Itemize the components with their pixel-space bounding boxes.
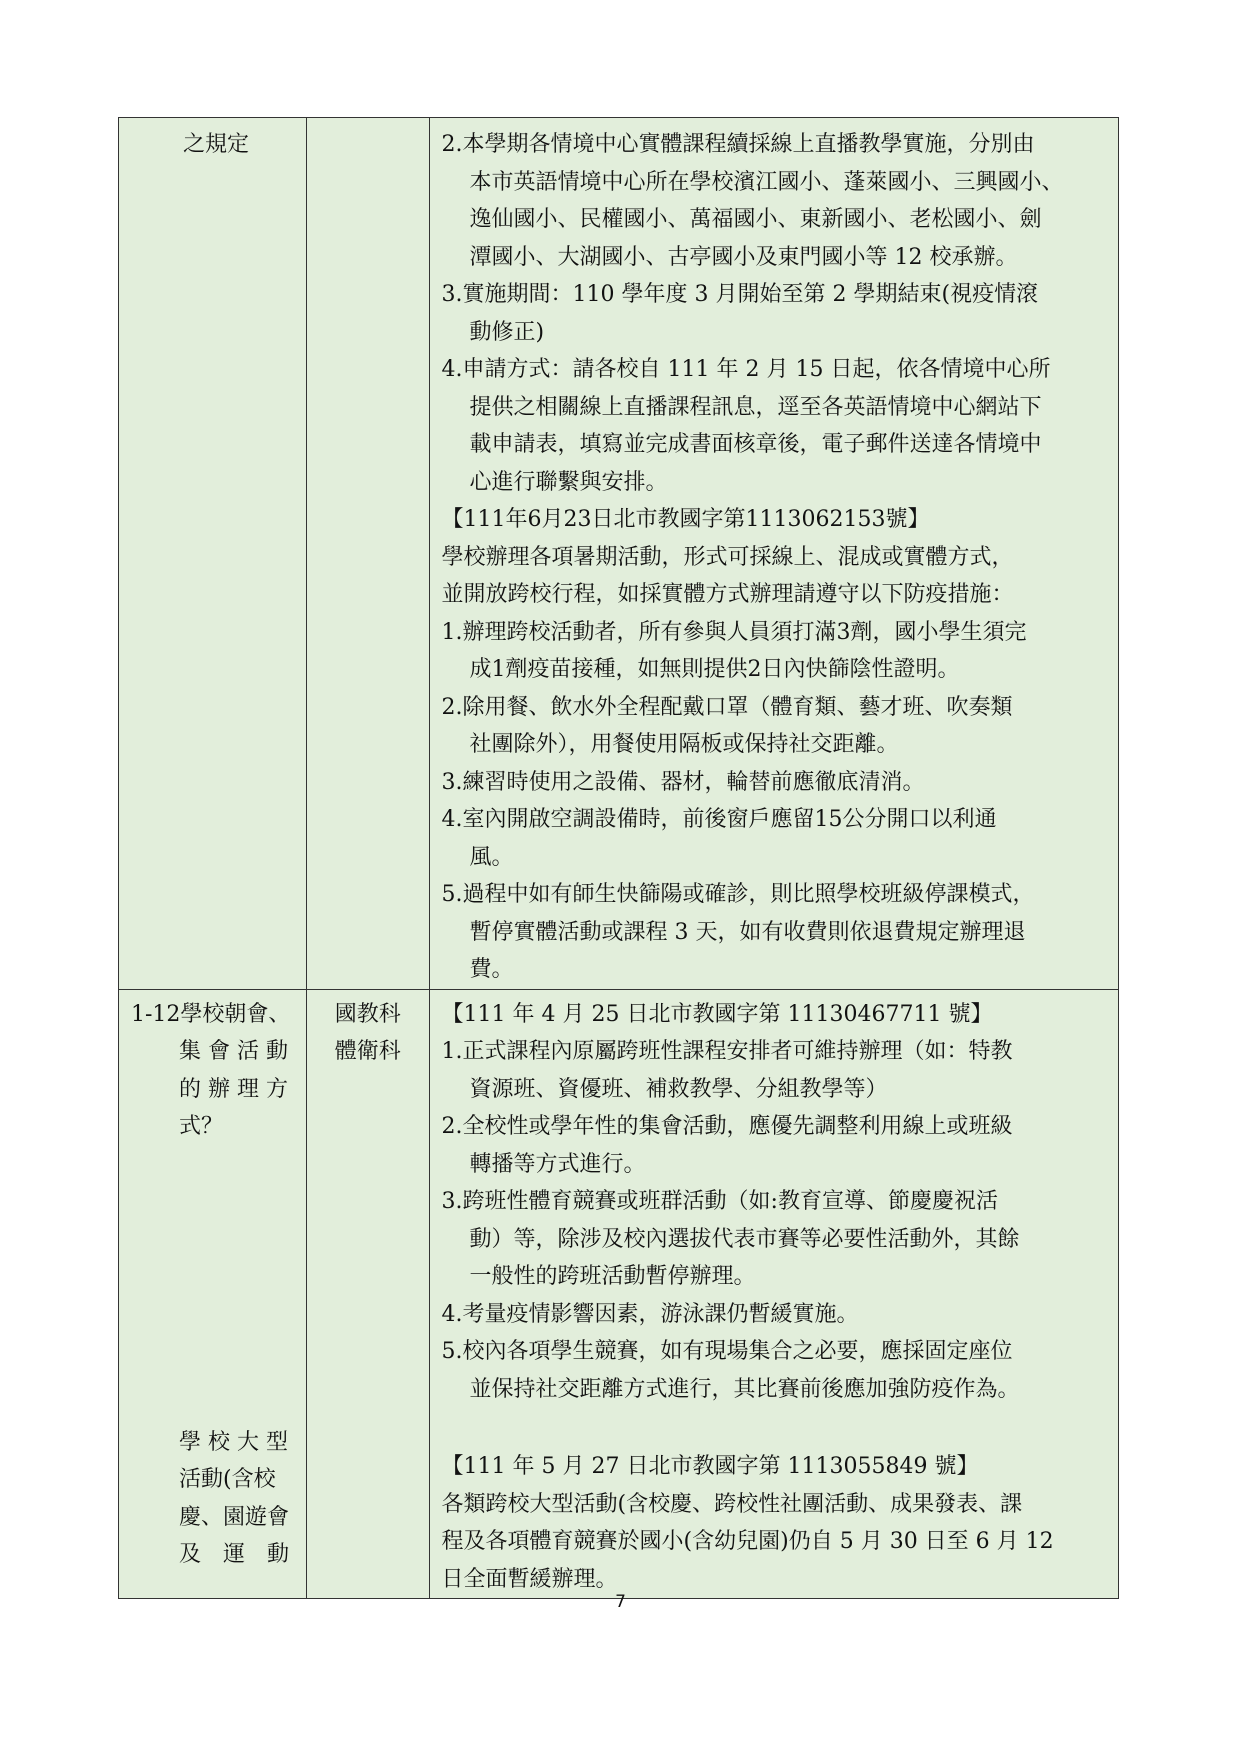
- content-line: 4.考量疫情影響因素，游泳課仍暫緩實施。: [441, 1301, 859, 1327]
- regulation-table: [118, 117, 1119, 1599]
- topic-line: 學 校 大 型: [179, 1429, 288, 1455]
- content-line: 並開放跨校行程，如採實體方式辦理請遵守以下防疫措施：: [441, 582, 1014, 607]
- topic-line: 的 辦 理 方: [179, 1076, 288, 1102]
- content-line: 1.正式課程內原屬跨班性課程安排者可維持辦理（如：特教: [441, 1039, 1013, 1064]
- content-line: 各類跨校大型活動(含校慶、跨校性社團活動、成果發表、課: [441, 1491, 1023, 1517]
- content-line: 2.除用餐、飲水外全程配戴口罩（體育類、藝才班、吹奏類: [441, 694, 1013, 720]
- content-line: 一般性的跨班活動暫停辦理。: [469, 1264, 756, 1289]
- reference-number: 【111 年 4 月 25 日北市教國字第 11130467711 號】: [441, 1001, 993, 1027]
- content-line: 日全面暫緩辦理。: [441, 1566, 618, 1592]
- content-line: 2.本學期各情境中心實體課程續採線上直播教學實施，分別由: [441, 132, 1035, 157]
- content-line: 動）等，除涉及校內選拔代表市賽等必要性活動外，其餘: [469, 1226, 1020, 1252]
- content-line: 本市英語情境中心所在學校濱江國小、蓬萊國小、三興國小、: [469, 169, 1064, 195]
- content-line: 並保持社交距離方式進行，其比賽前後應加強防疫作為。: [469, 1376, 1020, 1402]
- content-cell: [429, 989, 1118, 1599]
- unit-line: 體衛科: [334, 1039, 401, 1064]
- table-row: [119, 989, 1119, 1599]
- topic-line: 式？: [179, 1114, 224, 1139]
- content-cell: [429, 118, 1118, 990]
- content-line: 2.全校性或學年性的集會活動，應優先調整利用線上或班級: [441, 1114, 1013, 1139]
- content-line: 費。: [469, 957, 514, 982]
- table-row: [119, 118, 1119, 990]
- topic-line: 集 會 活 動: [179, 1039, 288, 1064]
- unit-line: 國教科: [334, 1001, 401, 1027]
- content-line: 5.校內各項學生競賽，如有現場集合之必要，應採固定座位: [441, 1339, 1013, 1364]
- content-line: 暫停實體活動或課程 3 天，如有收費則依退費規定辦理退: [469, 919, 1026, 945]
- content-line: 3.跨班性體育競賽或班群活動（如:教育宣導、節慶慶祝活: [441, 1189, 998, 1214]
- content-line: 提供之相關線上直播課程訊息，逕至各英語情境中心網站下: [469, 394, 1042, 420]
- content-line: 逸仙國小、民權國小、萬福國小、東新國小、老松國小、劍: [469, 207, 1042, 232]
- spacer: [430, 1408, 1118, 1448]
- unit-cell: [306, 989, 429, 1599]
- content-line: 心進行聯繫與安排。: [469, 469, 668, 495]
- spacer: [119, 1146, 306, 1424]
- reference-number: 【111年6月23日北市教國字第1113062153號】: [441, 507, 930, 532]
- content-line: 資源班、資優班、補救教學、分組教學等）: [469, 1076, 888, 1102]
- content-line: 3.實施期間：110 學年度 3 月開始至第 2 學期結束(視疫情滾: [441, 282, 1039, 307]
- content-line: 動修正): [469, 319, 545, 345]
- content-line: 社團除外），用餐使用隔板或保持社交距離。: [469, 732, 899, 757]
- content-line: 4.室內開啟空調設備時，前後窗戶應留15公分開口以利通: [441, 807, 997, 832]
- topic-cell: [119, 118, 307, 990]
- topic-line: 活動(含校: [179, 1467, 276, 1492]
- content-line: 轉播等方式進行。: [469, 1151, 646, 1177]
- topic-line: 之規定: [183, 132, 250, 157]
- topic-line: 慶、園遊會: [179, 1504, 290, 1530]
- content-line: 5.過程中如有師生快篩陽或確診，則比照學校班級停課模式，: [441, 882, 1035, 907]
- page-number: 7: [615, 1592, 626, 1612]
- topic-line: 1-12學校朝會、: [131, 1001, 291, 1027]
- unit-cell: [306, 118, 429, 990]
- content-line: 成1劑疫苗接種，如無則提供2日內快篩陰性證明。: [469, 657, 960, 682]
- topic-line: 及 運 動: [179, 1542, 290, 1567]
- content-line: 1.辦理跨校活動者，所有參與人員須打滿3劑，國小學生須完: [441, 619, 1027, 645]
- content-line: 載申請表，填寫並完成書面核章後，電子郵件送達各情境中: [469, 432, 1042, 457]
- content-line: 潭國小、大湖國小、古亭國小及東門國小等 12 校承辦。: [469, 244, 1018, 270]
- content-line: 學校辦理各項暑期活動，形式可採線上、混成或實體方式，: [441, 544, 1014, 570]
- content-line: 程及各項體育競賽於國小(含幼兒園)仍自 5 月 30 日至 6 月 12: [441, 1529, 1054, 1554]
- content-line: 4.申請方式：請各校自 111 年 2 月 15 日起，依各情境中心所: [441, 357, 1051, 382]
- content-line: 3.練習時使用之設備、器材，輪替前應徹底清消。: [441, 769, 925, 795]
- content-line: 風。: [469, 844, 514, 870]
- reference-number: 【111 年 5 月 27 日北市教國字第 1113055849 號】: [441, 1454, 979, 1479]
- topic-cell: [119, 989, 307, 1599]
